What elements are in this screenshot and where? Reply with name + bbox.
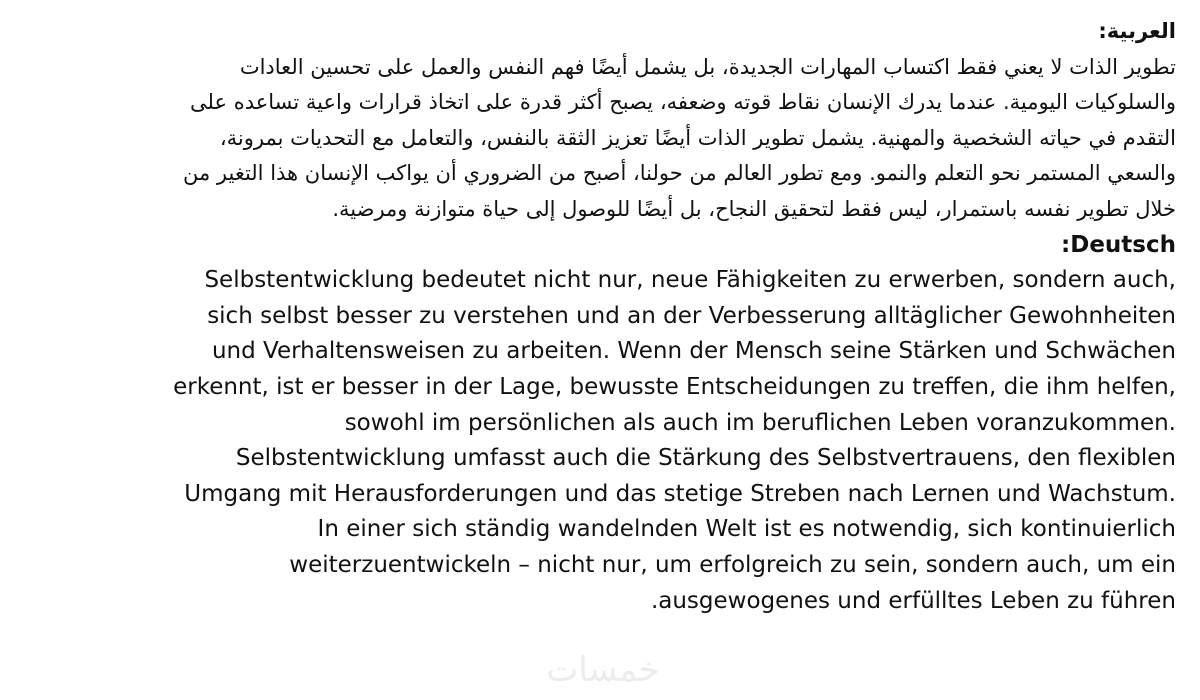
german-section — [164, 228, 1176, 620]
arabic-section — [150, 14, 1176, 228]
arabic-paragraph: تطوير الذات لا يعني فقط اكتساب المهارات الجديدة، بل يشمل أيضًا فهم النفس والعمل على تحسين العادات والسلوكيات اليومية. عندما يدرك الإنسان نقاط قوته وضعفه، يصبح أكثر قدرة على اتخاذ قرارات واعية تساعده على التقدم في حياته الشخصية والمهنية. يشمل تطوير الذات أيضًا تعزيز الثقة بالنفس، والتعامل مع التحديات بمرونة، والسعي المستمر نحو التعلم والنمو. ومع تطور العالم من حولنا، أصبح من الضروري أن يواكب الإنسان هذا التغير من خلال تطوير نفسه باستمرار، ليس فقط لتحقيق النجاح، بل أيضًا للوصول إلى حياة متوازنة ومرضية. — [182, 54, 1176, 221]
document-content — [150, 14, 1176, 619]
german-paragraph: Selbstentwicklung bedeutet nicht nur, neue Fähigkeiten zu erwerben, sondern auch, sich selbst besser zu verstehen und an der Verbesserung alltäglicher Gewohnheiten und Verhaltensweisen zu arbeiten. Wenn der Mensch seine Stärken und Schwächen erkennt, ist er besser in der Lage, bewusste Entscheidungen zu treffen, die ihm helfen, sowohl im persönlichen als auch im beruflichen Leben voranzukommen. Selbstentwicklung umfasst auch die Stärkung des Selbstvertrauens, den flexiblen Umgang mit Herausforderungen und das stetige Streben nach Lernen und Wachstum. In einer sich ständig wandelnden Welt ist es notwendig, sich kontinuierlich weiterzuentwickeln – nicht nur, um erfolgreich zu sein, sondern auch, um ein ausgewogenes und erfülltes Leben zu führen. — [173, 267, 1176, 614]
watermark-logo: خمسات — [546, 650, 660, 690]
arabic-heading: العربية: — [1098, 19, 1176, 43]
german-heading: Deutsch: — [1061, 231, 1176, 258]
